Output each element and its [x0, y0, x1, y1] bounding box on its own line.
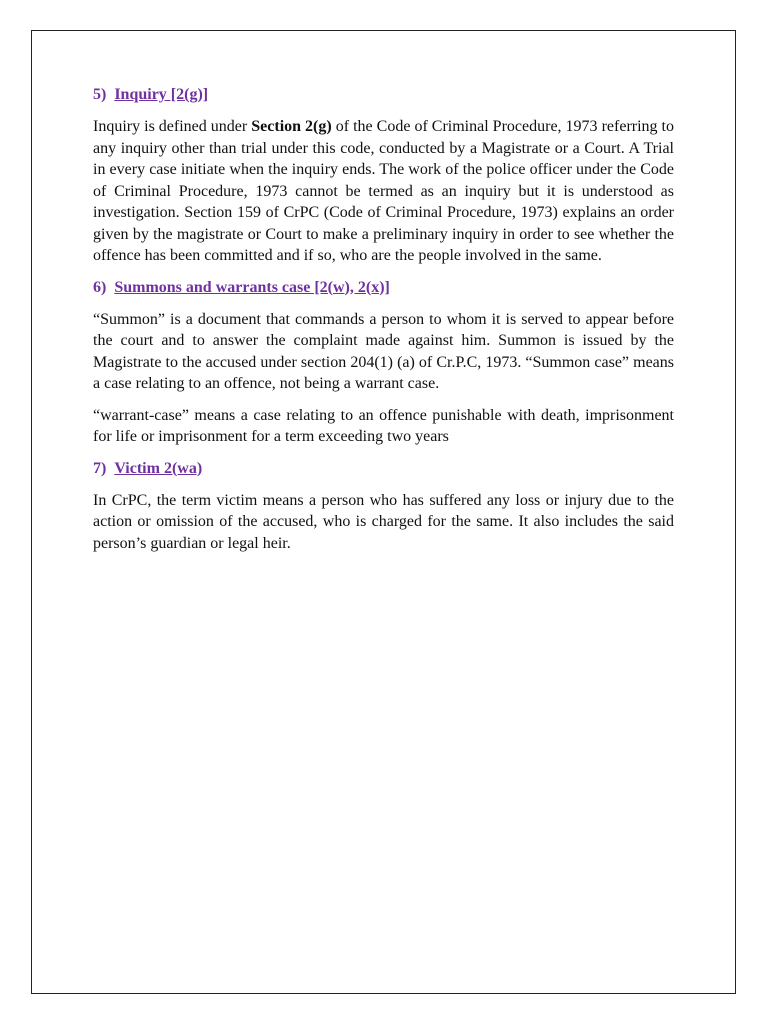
inquiry-paragraph: [93, 116, 674, 267]
section-heading-summons: [93, 277, 674, 299]
inquiry-paragraph-rest: of the Code of Criminal Procedure, 1973 referring to any inquiry other than trial under this code, conducted by a Magistrate or a Court. A Trial in every case initiate when the inquiry ends. The work of the police officer under the Code of Criminal Procedure, 1973 cannot be termed as an inquiry but it is understood as investigation. Section 159 of CrPC (Code of Criminal Procedure, 1973) explains an order given by the magistrate or Court to make a preliminary inquiry in order to see whether the offence has been committed and if so, who are the people involved in the same.: [93, 118, 675, 264]
section-number: 7): [93, 459, 107, 477]
warrant-case-paragraph: “warrant-case” means a case relating to an offence punishable with death, imprisonment for life or imprisonment for a term exceeding two years: [93, 406, 674, 445]
section-number: 6): [93, 278, 107, 296]
document-content: [93, 84, 674, 564]
section-title: Summons and warrants case [2(w), 2(x)]: [114, 278, 390, 296]
section-title: Victim 2(wa): [114, 459, 203, 477]
victim-paragraph: In CrPC, the term victim means a person who has suffered any loss or injury due to the action or omission of the accused, who is charged for the same. It also includes the said person’s guardian or legal heir.: [93, 491, 674, 552]
inquiry-paragraph-start: Inquiry is defined under: [93, 118, 252, 135]
section-reference-bold: Section 2(g): [251, 118, 332, 135]
section-heading-inquiry: [93, 84, 674, 106]
section-heading-victim: [93, 458, 674, 480]
section-title: Inquiry [2(g)]: [114, 86, 209, 103]
section-number: 5): [93, 86, 107, 103]
summons-paragraph: “Summon” is a document that commands a person to whom it is served to appear before the court and to answer the complaint made against him. Summon is issued by the Magistrate to the accused under section 204(1) (a) of Cr.P.C, 1973. “Summon case” means a case relating to an offence, not being a warrant case.: [93, 310, 674, 392]
